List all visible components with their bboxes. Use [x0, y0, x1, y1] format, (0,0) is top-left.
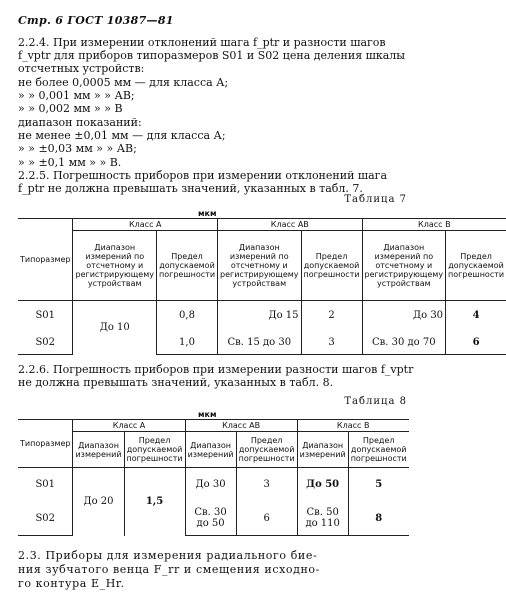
para-2-2-4-line-4: не более 0,0005 мм — для класса А; — [18, 76, 229, 89]
table-7-row-1-ab-range: До 15 — [218, 301, 302, 331]
table-7-ab-range-header: Диапазон измерений по отсчетному и регистрирующему устройствам — [218, 231, 302, 301]
para-2-2-4-line-2: f_vptr для приборов типоразмеров S01 и S02 цена деления шкалы — [18, 49, 406, 62]
table-8-caption: Таблица 8 — [344, 396, 407, 407]
para-2-2-6-line-1: 2.2.6. Погрешность приборов при измерении разности шагов f_vptr — [18, 363, 414, 376]
table-row — [18, 301, 506, 331]
table-8-a-err: 1,5 — [124, 468, 185, 536]
table-8-class-a: Класс А — [73, 420, 185, 432]
table-8-a-limit-header: Предел допускаемой погрешности — [124, 432, 185, 468]
table-8-type-header: Типоразмер — [18, 420, 73, 468]
table-8-row-2-type: S02 — [18, 502, 73, 536]
para-2-3-line-2: ния зубчатого венца F_rr и смещения исходно- — [18, 563, 320, 576]
para-2-2-5-line-1: 2.2.5. Погрешность приборов при измерении отклонений шага — [18, 169, 387, 182]
table-7-class-b: Класс В — [362, 219, 506, 231]
para-2-2-4-line-3: отсчетных устройств: — [18, 62, 145, 75]
table-8-row-2-b-range: Св. 50 до 110 — [297, 502, 348, 536]
table-7-a-range-header: Диапазон измерений по отсчетному и регистрирующему устройствам — [73, 231, 157, 301]
table-8-a-range: До 20 — [73, 468, 124, 536]
table-8-row-1-type: S01 — [18, 468, 73, 502]
table-7-row-1-b-range: До 30 — [362, 301, 446, 331]
table-8-a-range-header: Диапазон измерений — [73, 432, 124, 468]
table-7-b-range-header: Диапазон измерений по отсчетному и регистрирующему устройствам — [362, 231, 446, 301]
table-7-a-range: До 10 — [73, 301, 157, 355]
para-2-3-line-1: 2.3. Приборы для измерения радиального бие- — [18, 549, 318, 562]
para-2-2-4-line-8: не менее ±0,01 мм — для класса А; — [18, 129, 226, 142]
para-2-2-4-line-5: » » 0,001 мм » » АВ; — [18, 89, 135, 102]
table-8-row-2-ab-range: Св. 30 до 50 — [185, 502, 236, 536]
table-7-ab-limit-header: Предел допускаемой погрешности — [301, 231, 362, 301]
table-8-row-1-b-range: До 50 — [297, 468, 348, 502]
para-2-2-4-line-6: » » 0,002 мм » » В — [18, 102, 123, 115]
table-8-row-1-b-err: 5 — [348, 468, 409, 502]
table-7-caption: Таблица 7 — [344, 194, 407, 205]
table-7-row-2-ab-range: Св. 15 до 30 — [218, 331, 302, 355]
table-8-ab-limit-header: Предел допускаемой погрешности — [236, 432, 297, 468]
table-8-row-1-ab-err: 3 — [236, 468, 297, 502]
para-2-2-6-line-2: не должна превышать значений, указанных в табл. 8. — [18, 376, 334, 389]
para-2-2-4-line-9: » » ±0,03 мм » » АВ; — [18, 142, 137, 155]
table-7 — [18, 218, 506, 355]
table-7-row-2-ab-err: 3 — [301, 331, 362, 355]
table-7-b-limit-header: Предел допускаемой погрешности — [446, 231, 506, 301]
table-7-type-header: Типоразмер — [18, 219, 73, 301]
table-8 — [18, 419, 409, 536]
table-8-class-b: Класс В — [297, 420, 409, 432]
table-7-row-2-b-range: Св. 30 до 70 — [362, 331, 446, 355]
table-7-row-2-a-err: 1,0 — [156, 331, 217, 355]
table-8-row-2-b-err: 8 — [348, 502, 409, 536]
table-8-b-limit-header: Предел допускаемой погрешности — [348, 432, 409, 468]
table-8-row-2-ab-err: 6 — [236, 502, 297, 536]
page-header: Стр. 6 ГОСТ 10387—81 — [18, 14, 174, 27]
table-7-row-1-type: S01 — [18, 301, 73, 331]
table-7-row-1-b-err: 4 — [446, 301, 506, 331]
table-7-a-limit-header: Предел допускаемой погрешности — [156, 231, 217, 301]
table-7-row-1-a-err: 0,8 — [156, 301, 217, 331]
para-2-3-line-3: го контура E_Hr. — [18, 577, 125, 590]
para-2-2-4-line-1: 2.2.4. При измерении отклонений шага f_ptr и разности шагов — [18, 36, 386, 49]
table-7-class-ab: Класс АВ — [218, 219, 363, 231]
table-row — [18, 468, 409, 502]
table-8-class-ab: Класс АВ — [185, 420, 297, 432]
para-2-2-4-line-7: диапазон показаний: — [18, 116, 142, 129]
table-7-row-2-b-err: 6 — [446, 331, 506, 355]
table-8-b-range-header: Диапазон измерений — [297, 432, 348, 468]
para-2-2-4-line-10: » » ±0,1 мм » » В. — [18, 156, 122, 169]
table-7-row-2-type: S02 — [18, 331, 73, 355]
table-8-ab-range-header: Диапазон измерений — [185, 432, 236, 468]
table-8-unit: мкм — [198, 410, 217, 419]
table-8-row-1-ab-range: До 30 — [185, 468, 236, 502]
table-7-row-1-ab-err: 2 — [301, 301, 362, 331]
table-7-class-a: Класс А — [73, 219, 218, 231]
para-2-2-5-line-2: f_ptr не должна превышать значений, указанных в табл. 7. — [18, 182, 363, 195]
table-7-unit: мкм — [198, 209, 217, 218]
